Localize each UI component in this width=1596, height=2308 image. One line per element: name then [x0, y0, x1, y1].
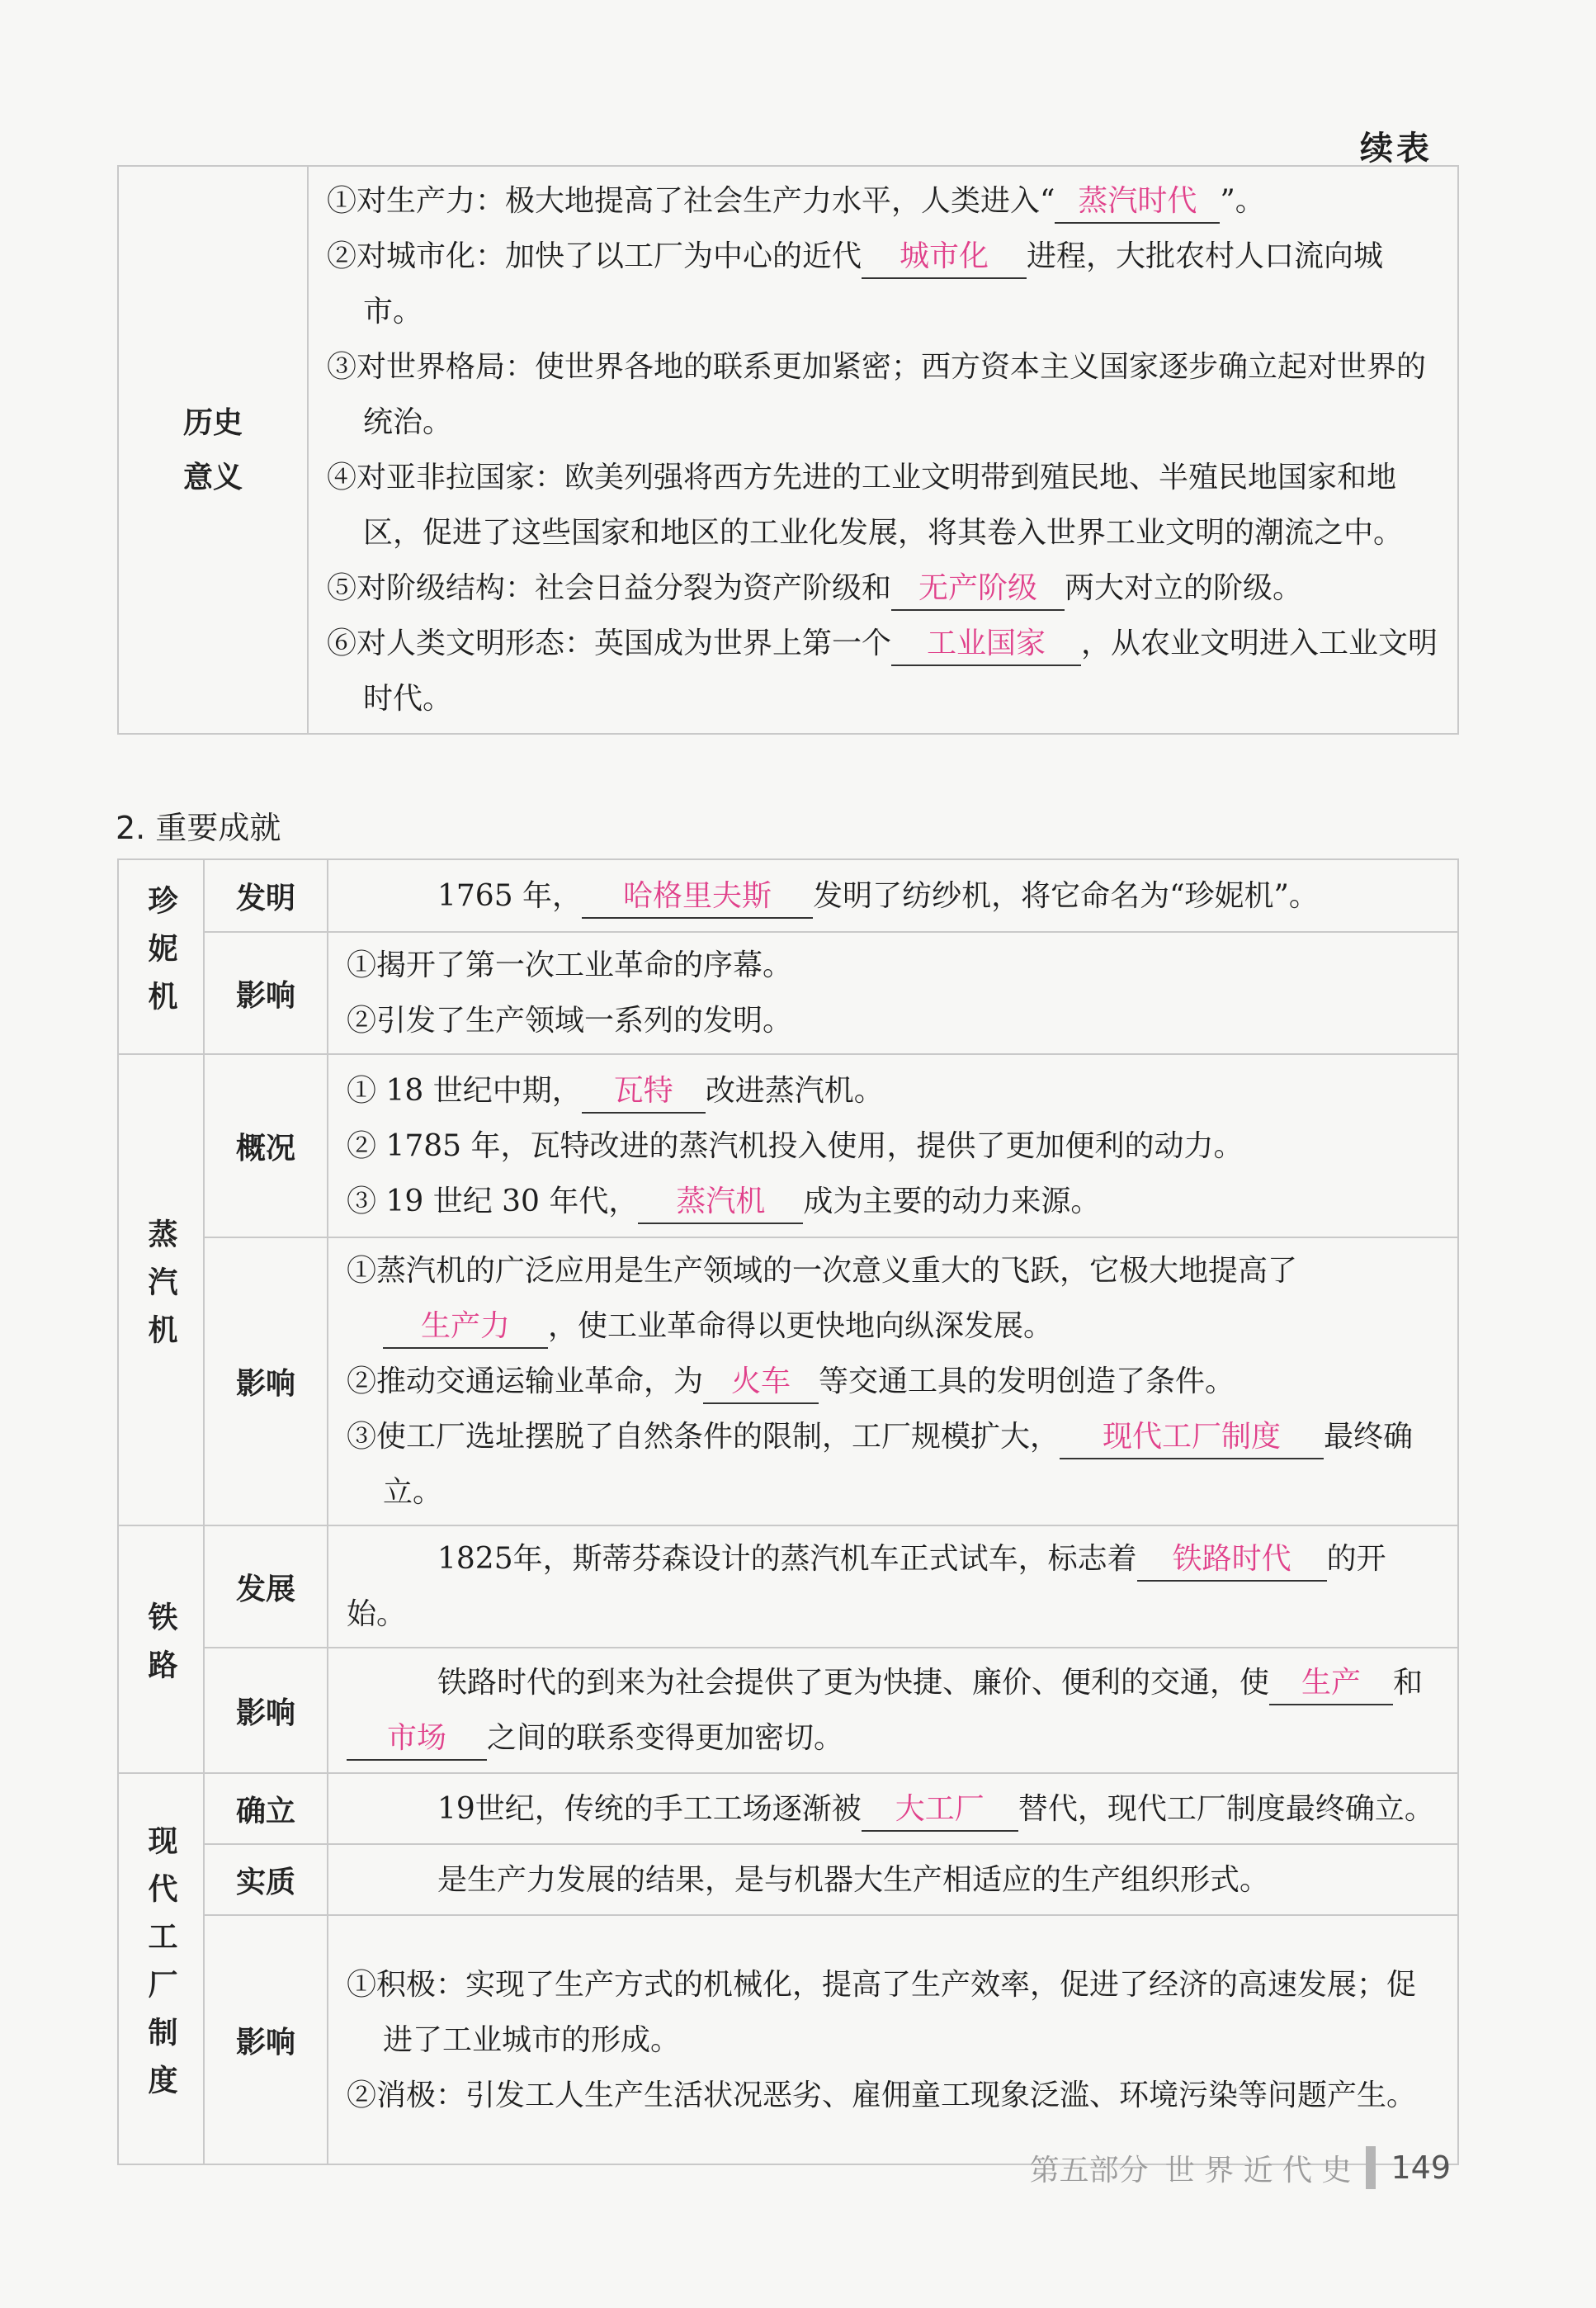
railway-dev: 1825年，斯蒂芬森设计的蒸汽机车正式试车，标志着 铁路时代 的开始。	[328, 1525, 1458, 1648]
railway-label-cell	[118, 1525, 204, 1773]
significance-item-2: ②对城市化：加快了以工厂为中心的近代 城市化 进程，大批农村人口流向城市。	[327, 229, 1439, 339]
significance-item-6: ⑥对人类文明形态：英国成为世界上第一个 工业国家 ，从农业文明进入工业文明时代。	[327, 616, 1439, 726]
railway-label: 铁路	[144, 1601, 178, 1697]
jenny-invent-label: 发明	[204, 859, 328, 932]
continued-label: 续表	[1360, 129, 1433, 168]
steam-label-cell	[118, 1054, 204, 1525]
steam-overview: ① 18 世纪中期， 瓦特 改进蒸汽机。 ② 1785 年，瓦特改进的蒸汽机投入使用，提供了更加便利的动力。 ③ 19 世纪 30 年代， 蒸汽机 成为主要的动力来源。	[328, 1054, 1458, 1237]
significance-item-4: ④对亚非拉国家：欧美列强将西方先进的工业文明带到殖民地、半殖民地国家和地区，促进了这些国家和地区的工业化发展，将其卷入世界工业文明的潮流之中。	[327, 461, 1404, 550]
factory-essence: 是生产力发展的结果，是与机器大生产相适应的生产组织形式。	[328, 1844, 1458, 1915]
factory-impact-label: 影响	[204, 1915, 328, 2164]
steam-overview-label: 概况	[204, 1054, 328, 1237]
jenny-label: 珍妮机	[144, 885, 178, 1029]
steam-label: 蒸汽机	[144, 1218, 178, 1362]
page-footer	[1030, 2146, 1451, 2189]
factory-est-label: 确立	[204, 1773, 328, 1844]
factory-essence-label: 实质	[204, 1844, 328, 1915]
significance-content	[308, 166, 1458, 734]
jenny-label-cell	[118, 859, 204, 1054]
railway-dev-label: 发展	[204, 1525, 328, 1648]
steam-impact-label: 影响	[204, 1237, 328, 1525]
jenny-impact: ①揭开了第一次工业革命的序幕。 ②引发了生产领域一系列的发明。	[328, 932, 1458, 1054]
jenny-invent: 1765 年， 哈格里夫斯 发明了纺纱机，将它命名为“珍妮机”。	[328, 859, 1458, 932]
steam-impact: ①蒸汽机的广泛应用是生产领域的一次意义重大的飞跃，它极大地提高了生产力 ，使工业革命得以更快地向纵深发展。 ②推动交通运输业革命，为 火车 等交通工具的发明创造了条件。 ③使工厂选址摆脱了自然条件的限制，工厂规模扩大， 现代工厂制度 最终确立。	[328, 1237, 1458, 1525]
jenny-impact-label: 影响	[204, 932, 328, 1054]
page-number: 149	[1391, 2150, 1451, 2186]
significance-label-cell	[118, 166, 308, 734]
railway-impact: 铁路时代的到来为社会提供了更为快捷、廉价、便利的交通，使 生产 和市场 之间的联系变得更加密切。	[328, 1648, 1458, 1773]
achievements-table	[117, 858, 1459, 2165]
footer-section: 第五部分	[1029, 2153, 1149, 2187]
significance-item-3: ③对世界格局：使世界各地的联系更加紧密；西方资本主义国家逐步确立起对世界的统治。	[327, 350, 1427, 439]
section-title: 2. 重要成就	[116, 810, 281, 846]
factory-est: 19世纪，传统的手工工场逐渐被 大工厂 替代，现代工厂制度最终确立。	[328, 1773, 1458, 1844]
factory-label: 现代工厂制度	[144, 1825, 178, 2112]
significance-label: 历史意义	[182, 405, 243, 494]
footer-subject: 世 界 近 代 史	[1164, 2153, 1352, 2187]
factory-impact: ①积极：实现了生产方式的机械化，提高了生产效率，促进了经济的高速发展；促进了工业城市的形成。 ②消极：引发工人生产生活状况恶劣、雇佣童工现象泛滥、环境污染等问题产生。	[328, 1915, 1458, 2164]
significance-table	[117, 165, 1459, 735]
footer-divider	[1366, 2146, 1376, 2189]
railway-impact-label: 影响	[204, 1648, 328, 1773]
factory-label-cell	[118, 1773, 204, 2164]
significance-item-1: ①对生产力：极大地提高了社会生产力水平，人类进入“ 蒸汽时代 ”。	[327, 173, 1439, 229]
significance-item-5: ⑤对阶级结构：社会日益分裂为资产阶级和 无产阶级 两大对立的阶级。	[327, 560, 1439, 616]
